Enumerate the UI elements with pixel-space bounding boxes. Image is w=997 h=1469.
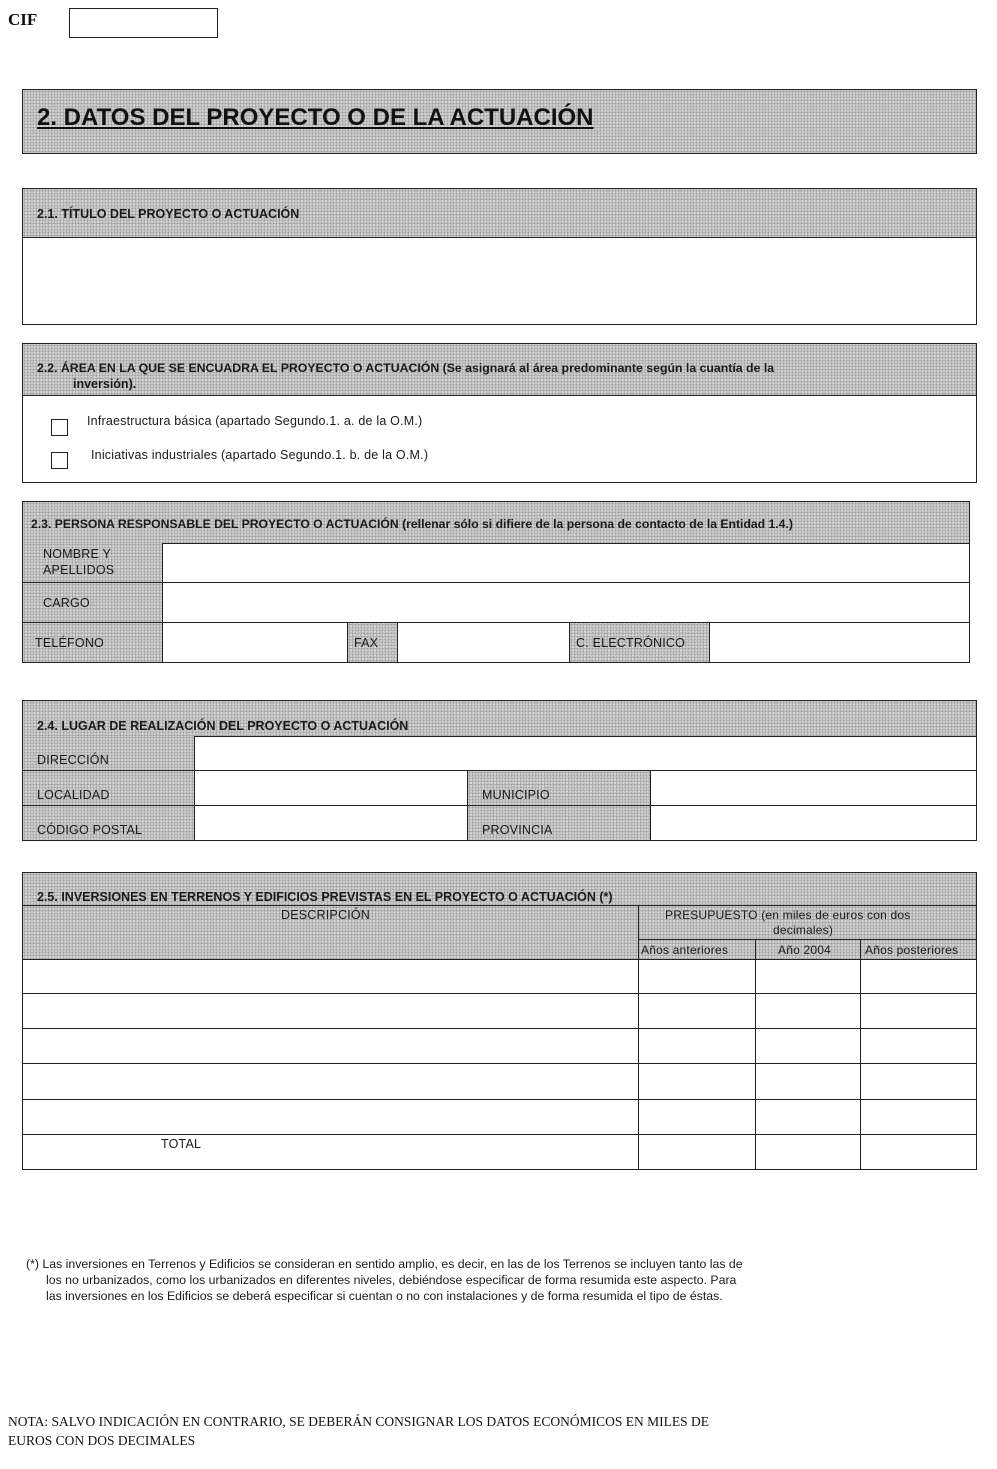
section-2-3-header (23, 502, 969, 544)
nombre-field[interactable] (163, 543, 969, 583)
codigo-postal-label-cell (23, 806, 195, 840)
section-2-4-header (23, 701, 976, 737)
cargo-label-cell (23, 583, 163, 623)
anos-anteriores-header: Años anteriores (641, 943, 729, 957)
section-2-4 (22, 700, 977, 841)
footnote-line-1: (*) Las inversiones en Terrenos y Edificios se consideran en sentido amplio, es decir, en las de los Terrenos se incluyen tanto las de (26, 1257, 743, 1271)
email-field[interactable] (710, 623, 969, 662)
ano-2004-header: Año 2004 (778, 943, 831, 957)
localidad-label: LOCALIDAD (37, 788, 110, 802)
telefono-field[interactable] (163, 623, 348, 662)
provincia-label-cell (468, 806, 651, 840)
direccion-field[interactable] (195, 736, 976, 771)
municipio-label: MUNICIPIO (482, 788, 550, 802)
anos-posteriores-header: Años posteriores (865, 943, 959, 957)
section-2-1-title: 2.1. TÍTULO DEL PROYECTO O ACTUACIÓN (37, 207, 300, 221)
telefono-label: TELÉFONO (35, 636, 104, 650)
titulo-proyecto-field[interactable] (23, 237, 976, 324)
section-2-1 (22, 188, 977, 325)
municipio-field[interactable] (651, 771, 976, 806)
fax-label: FAX (354, 636, 379, 650)
section-2-4-title: 2.4. LUGAR DE REALIZACIÓN DEL PROYECTO O ACTUACIÓN (37, 719, 409, 733)
nota-line-2: EUROS CON DOS DECIMALES (8, 1433, 196, 1448)
provincia-field[interactable] (651, 806, 976, 840)
cargo-field[interactable] (163, 583, 969, 623)
table-row[interactable] (23, 1064, 638, 1099)
fax-label-cell (348, 623, 398, 662)
email-label-cell (570, 623, 710, 662)
cargo-label: CARGO (43, 596, 90, 610)
table-row[interactable] (23, 1029, 638, 1063)
section-2-5 (22, 872, 977, 1170)
infraestructura-label: Infraestructura básica (apartado Segundo.1. a. de la O.M.) (87, 414, 423, 428)
table-row[interactable] (23, 1100, 638, 1134)
section-2-5-title: 2.5. INVERSIONES EN TERRENOS Y EDIFICIOS PREVISTAS EN EL PROYECTO O ACTUACIÓN (*) (37, 890, 613, 904)
table-row[interactable] (23, 994, 638, 1028)
section-2-2-header (23, 344, 976, 396)
iniciativas-checkbox[interactable] (51, 452, 68, 469)
apellidos-label: APELLIDOS (43, 563, 115, 577)
total-label: TOTAL (161, 1137, 202, 1151)
cif-input[interactable] (69, 8, 218, 38)
section-2-5-header (23, 873, 976, 960)
direccion-label: DIRECCIÓN (37, 753, 109, 767)
footnote (26, 1256, 743, 1304)
telefono-label-cell (23, 623, 163, 662)
section-2-2-title: 2.2. ÁREA EN LA QUE SE ENCUADRA EL PROYECTO O ACTUACIÓN (Se asignará al área predominante según la cuantía de la (37, 361, 775, 375)
email-label: C. ELECTRÓNICO (576, 636, 686, 650)
presupuesto-header: PRESUPUESTO (en miles de euros con dos (665, 908, 911, 922)
nombre-label: NOMBRE Y (43, 547, 112, 561)
municipio-label-cell (468, 771, 651, 806)
nota-line-1: NOTA: SALVO INDICACIÓN EN CONTRARIO, SE DEBERÁN CONSIGNAR LOS DATOS ECONÓMICOS EN MILES DE (8, 1414, 709, 1429)
section-2-3 (22, 501, 970, 663)
infraestructura-checkbox[interactable] (51, 419, 68, 436)
codigo-postal-label: CÓDIGO POSTAL (37, 823, 143, 837)
nota (8, 1412, 709, 1450)
section-2-3-title: 2.3. PERSONA RESPONSABLE DEL PROYECTO O ACTUACIÓN (rellenar sólo si difiere de la persona de contacto de la Entidad 1.4.) (31, 517, 793, 531)
localidad-label-cell (23, 771, 195, 806)
provincia-label: PROVINCIA (482, 823, 553, 837)
section-2-title: 2. DATOS DEL PROYECTO O DE LA ACTUACIÓN (37, 104, 594, 131)
section-2-1-header (23, 189, 976, 238)
codigo-postal-field[interactable] (195, 806, 468, 840)
footnote-line-3: las inversiones en los Edificios se deberá especificar si cuentan o no con instalaciones y de forma resumida el tipo de éstas. (46, 1289, 723, 1303)
section-2-2 (22, 343, 977, 483)
presupuesto-header-cont: decimales) (773, 923, 834, 937)
nombre-label-cell (23, 543, 163, 583)
cif-label: CIF (8, 10, 38, 29)
fax-field[interactable] (398, 623, 570, 662)
section-2-header (22, 89, 977, 154)
footnote-line-2: los no urbanizados, como los urbanizados en diferentes niveles, debiéndose especificar de forma resumida este aspecto. Para (46, 1273, 737, 1287)
direccion-label-cell (23, 736, 195, 771)
iniciativas-label: Iniciativas industriales (apartado Segundo.1. b. de la O.M.) (91, 448, 429, 462)
descripcion-header: DESCRIPCIÓN (281, 908, 371, 922)
localidad-field[interactable] (195, 771, 468, 806)
section-2-2-title-cont: inversión). (73, 377, 137, 391)
table-row[interactable] (23, 959, 638, 993)
